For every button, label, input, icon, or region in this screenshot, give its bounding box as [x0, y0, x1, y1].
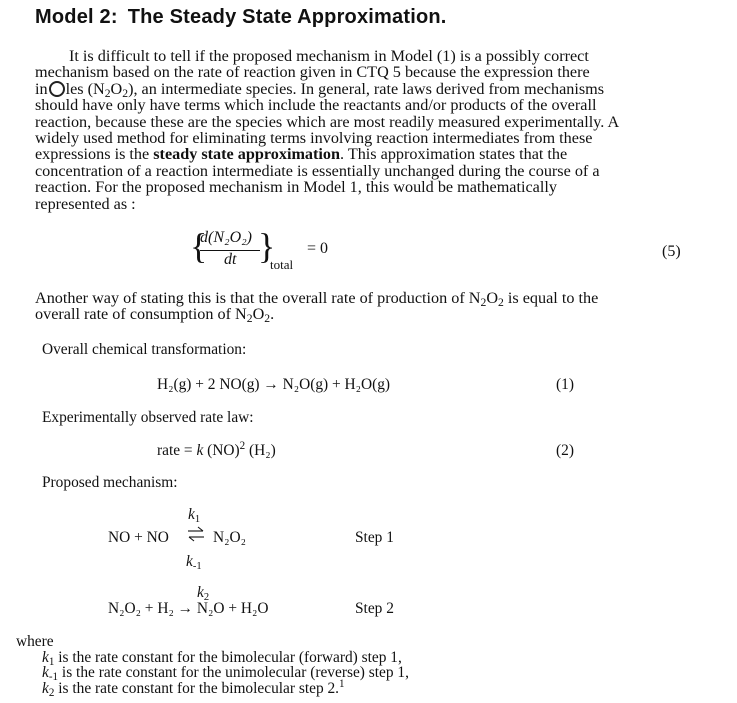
k-symbol: k [197, 584, 204, 601]
left-brace: { [190, 226, 208, 266]
equation-number-2: (2) [556, 442, 574, 459]
definition-text: is the rate constant for the bimolecular step 2. [54, 679, 340, 697]
intro-line: in les $(N_2O_2)$, an intermediate species. In general, rate laws derived from mechanisms [35, 79, 605, 100]
restatement-text: Another way of stating this is that the overall rate of production of N [35, 289, 481, 307]
definition-k2: $k_2$ is the rate constant for the bimolecular step 2.$^1$ [42, 677, 345, 699]
rate-law-label: Experimentally observed rate law: [42, 409, 254, 426]
restatement-text: . [270, 305, 275, 324]
rate-exponent: 2 [239, 440, 246, 452]
definition-k1: $k_1$ is the rate constant for the bimolecular (forward) step 1, [42, 649, 402, 668]
definition-text: is the rate constant for the bimolecular (forward) step 1, [54, 649, 402, 666]
step1-rhs: N₂O₂ [213, 529, 246, 546]
equation-rhs: = 0 [307, 240, 329, 257]
k-minus1-label [186, 553, 202, 572]
definition-k-minus1: $k_{-1}$ is the rate constant for the unimolecular (reverse) step 1, [42, 664, 409, 684]
overall-label: Overall chemical transformation: [42, 341, 247, 358]
rate-prefix: rate = [157, 442, 197, 459]
rate-law-equation [157, 442, 276, 460]
mechanism-label: Proposed mechanism: [42, 474, 178, 491]
intro-paragraph [35, 48, 685, 212]
circle-annotation-icon [49, 81, 65, 97]
equation-number-5: (5) [662, 243, 681, 260]
k-subscript: 2 [203, 592, 210, 603]
restatement-text: overall rate of consumption of N [35, 305, 247, 324]
step1-lhs: NO + NO [108, 529, 169, 546]
k-symbol: k [188, 506, 195, 523]
intro-line: widely used method for eliminating terms involving reaction intermediates from these [35, 129, 593, 148]
overall-equation: H₂(g) + 2 NO(g) → N₂O(g) + H₂O(g) [157, 376, 391, 393]
restatement-text: O [252, 305, 265, 324]
model-title [35, 6, 447, 29]
footnote-marker: 1 [339, 677, 345, 690]
intro-line: should have only have terms which include the reactants and/or products of the overall [35, 96, 597, 115]
restatement-text: O [486, 289, 499, 307]
intro-line [35, 146, 685, 162]
intro-text: les (N [65, 79, 105, 98]
derivative-numerator: d(N₂O₂) [200, 229, 253, 246]
model-heading: The Steady State Approximation. [127, 6, 447, 28]
model-number: Model 2: [35, 6, 118, 28]
rate-constant-definitions [42, 649, 409, 699]
step2-equation: N₂O₂ + H₂ → N₂O + H₂O [108, 600, 269, 617]
rate-term: (NO) [203, 442, 240, 459]
step1-label: Step 1 [355, 529, 394, 546]
intro-text: ), an intermediate species. In general, rate laws derived from mechanisms [128, 79, 605, 98]
restatement-line: overall rate of consumption of $N_2O_2$. [35, 305, 275, 326]
steady-state-term: steady state approximation [153, 145, 341, 164]
intro-line: concentration of a reaction intermediate is essentially unchanged during the course of a [35, 161, 600, 180]
where-label: where [16, 633, 54, 650]
restatement-paragraph [35, 289, 599, 326]
definition-text: is the rate constant for the unimolecular (reverse) step 1, [58, 664, 409, 682]
right-brace: } [258, 226, 276, 266]
total-subscript: total [270, 257, 294, 272]
intro-line: represented as : [35, 194, 136, 213]
intro-line: It is difficult to tell if the proposed mechanism in Model (1) is a possibly correct [69, 47, 589, 65]
equation-5 [190, 227, 330, 277]
restatement-line: Another way of stating this is that the overall rate of production of $N_2O_2$ is equal to the [35, 289, 599, 309]
derivative-denominator: dt [224, 251, 237, 268]
intro-text: O [110, 79, 123, 98]
equation-number-1: (1) [556, 376, 574, 393]
intro-line: reaction, because these are the species which are most readily measured experimentally. A [35, 112, 620, 131]
k-subscript: 1 [194, 514, 201, 525]
k-subscript: -1 [192, 561, 202, 572]
intro-line: mechanism based on the rate of reaction given in CTQ 5 because the expression there [35, 63, 590, 82]
rate-term: (H₂) [245, 442, 276, 459]
k-symbol: k [186, 553, 193, 570]
step2-label: Step 2 [355, 600, 394, 617]
restatement-text: is equal to the [503, 289, 599, 307]
equilibrium-arrows-icon [186, 523, 206, 545]
rate-constant: k [196, 442, 204, 459]
intro-line: reaction. For the proposed mechanism in Model 1, this would be mathematically [35, 178, 557, 197]
intro-text: expressions is the [35, 145, 154, 164]
intro-text: in [35, 79, 48, 98]
intro-text: . This approximation states that the [340, 145, 568, 164]
